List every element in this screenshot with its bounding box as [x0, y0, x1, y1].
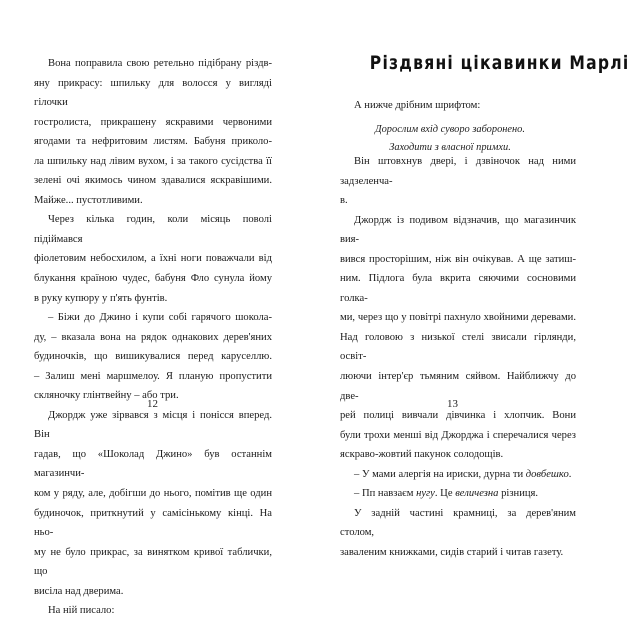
paragraph-3: [34, 308, 272, 406]
paragraph-4: [34, 406, 272, 601]
text-line: гадав, що «Шоколад Джино» був останнім магазинчи-: [34, 448, 272, 480]
text-line: [340, 484, 576, 504]
text-line: Над головою з низької стелі звисали гірлянди, освіт-: [340, 331, 576, 363]
dialog-text: . Це: [434, 488, 456, 500]
text-line: яну прикрасу: шпильку для волосся у вигляді гілочки: [34, 77, 272, 109]
text-line: яскраво-жовтий пакунок солодощів.: [340, 449, 504, 461]
text-line: ду, – вказала вона на рядок однакових дерев'яних: [34, 331, 272, 343]
sign-text-line-2: Заходити з власної примхи.: [389, 142, 511, 153]
paragraph-5: [34, 601, 272, 621]
dialog-text: – Пп навзаєм: [354, 488, 417, 500]
text-line: На ній писало:: [48, 605, 115, 617]
dialog-emphasis: нугу: [416, 488, 435, 500]
chapter-title: Різдвяні цікавинки Марлі: [369, 52, 629, 74]
dialog-text: – У мами алергія на ириски, дурна ти: [354, 468, 526, 480]
text-line: скляночку глінтвейну – або три.: [34, 390, 179, 402]
page-number: 13: [447, 398, 458, 410]
dialog-text: .: [568, 468, 572, 480]
text-line: блукання країною чудес, бабуня Фло сунула йому: [34, 273, 272, 285]
dialog-line-2: [340, 484, 576, 504]
intro-paragraph: [340, 96, 576, 116]
text-line: Через кілька годин, коли місяць поволі підіймався: [34, 214, 272, 245]
text-line: ним. Підлога була вкрита сяючими сосновими голка-: [340, 273, 576, 304]
text-line: [340, 465, 576, 485]
text-line: ми, через що у повітрі пахнуло хвойними деревами.: [340, 312, 576, 324]
dialog-emphasis: довбешко: [525, 468, 569, 480]
left-page: [0, 0, 300, 617]
dialog-text: різниця.: [498, 488, 539, 500]
text-line: будиночків, що вишикувалися перед каруселлю.: [34, 351, 272, 363]
text-line: му не було прикрас, за винятком кривої таблички, що: [34, 546, 272, 578]
text-line: Він штовхнув двері, і дзвіночок над ними задзеленча-: [340, 156, 576, 187]
dialog-emphasis: величезна: [455, 488, 499, 500]
text-line: будиночок, приткнутий у самісінькому кінці. На ньо-: [34, 507, 272, 539]
text-line: люючи інтер'єр тьмяним сяйвом. Найближчу до две-: [340, 371, 576, 402]
text-line: ла шпильку над лівим вухом, і за такого сусідства її: [34, 155, 272, 167]
text-line: У задній частині крамниці, за дерев'яним столом,: [340, 507, 576, 539]
dialog-line-1: [340, 465, 576, 485]
text-line: Джордж уже зірвався з місця і понісся вперед. Він: [34, 409, 272, 441]
text-line: вився просторішим, ніж він очікував. А ще затиш-: [340, 253, 576, 265]
text-line: висіла над дверима.: [34, 585, 124, 597]
right-page-text: [340, 96, 576, 116]
text-line: А нижче дрібним шрифтом:: [354, 100, 481, 111]
paragraph-old-man: [340, 504, 576, 563]
text-line: були трохи менші від Джорджа і сперечалися через: [340, 429, 576, 441]
left-page-text: [34, 54, 272, 621]
text-line: в руку купюру у п'ять фунтів.: [34, 292, 168, 304]
text-line: Майже... пустотливими.: [34, 194, 143, 206]
text-line: Джордж із подивом відзначив, що магазинчик вия-: [340, 214, 576, 246]
text-line: зелені очі якимось чином здавалися яскравішими.: [34, 175, 272, 187]
text-line: заваленим книжками, сидів старий і читав газету.: [340, 546, 564, 558]
sign-text-line-1: Дорослим вхід суворо заборонено.: [375, 124, 525, 135]
right-page: [300, 0, 629, 436]
text-line: – Залиш мені маршмелоу. Я планую пропустити: [34, 370, 272, 382]
text-line: Вона поправила свою ретельно підібрану різдв-: [48, 58, 272, 69]
text-line: фіолетовим небосхилом, а їхні ноги поважчали від: [34, 253, 272, 265]
paragraph-1: [34, 54, 272, 210]
text-line: ком у ряду, але, добігши до нього, помітив ще один: [34, 488, 272, 500]
text-line: рей полиці вивчали дівчинка і хлопчик. Вони: [340, 410, 576, 422]
text-line: – Біжи до Джино і купи собі гарячого шокола-: [48, 312, 272, 324]
text-line: в.: [340, 195, 348, 207]
paragraph-2: [34, 210, 272, 308]
text-line: гостролиста, прикрашену яскравими червоними: [34, 116, 272, 128]
text-line: ягодами та нефритовим листям. Бабуня приколо-: [34, 136, 272, 148]
page-number: 12: [147, 398, 158, 410]
